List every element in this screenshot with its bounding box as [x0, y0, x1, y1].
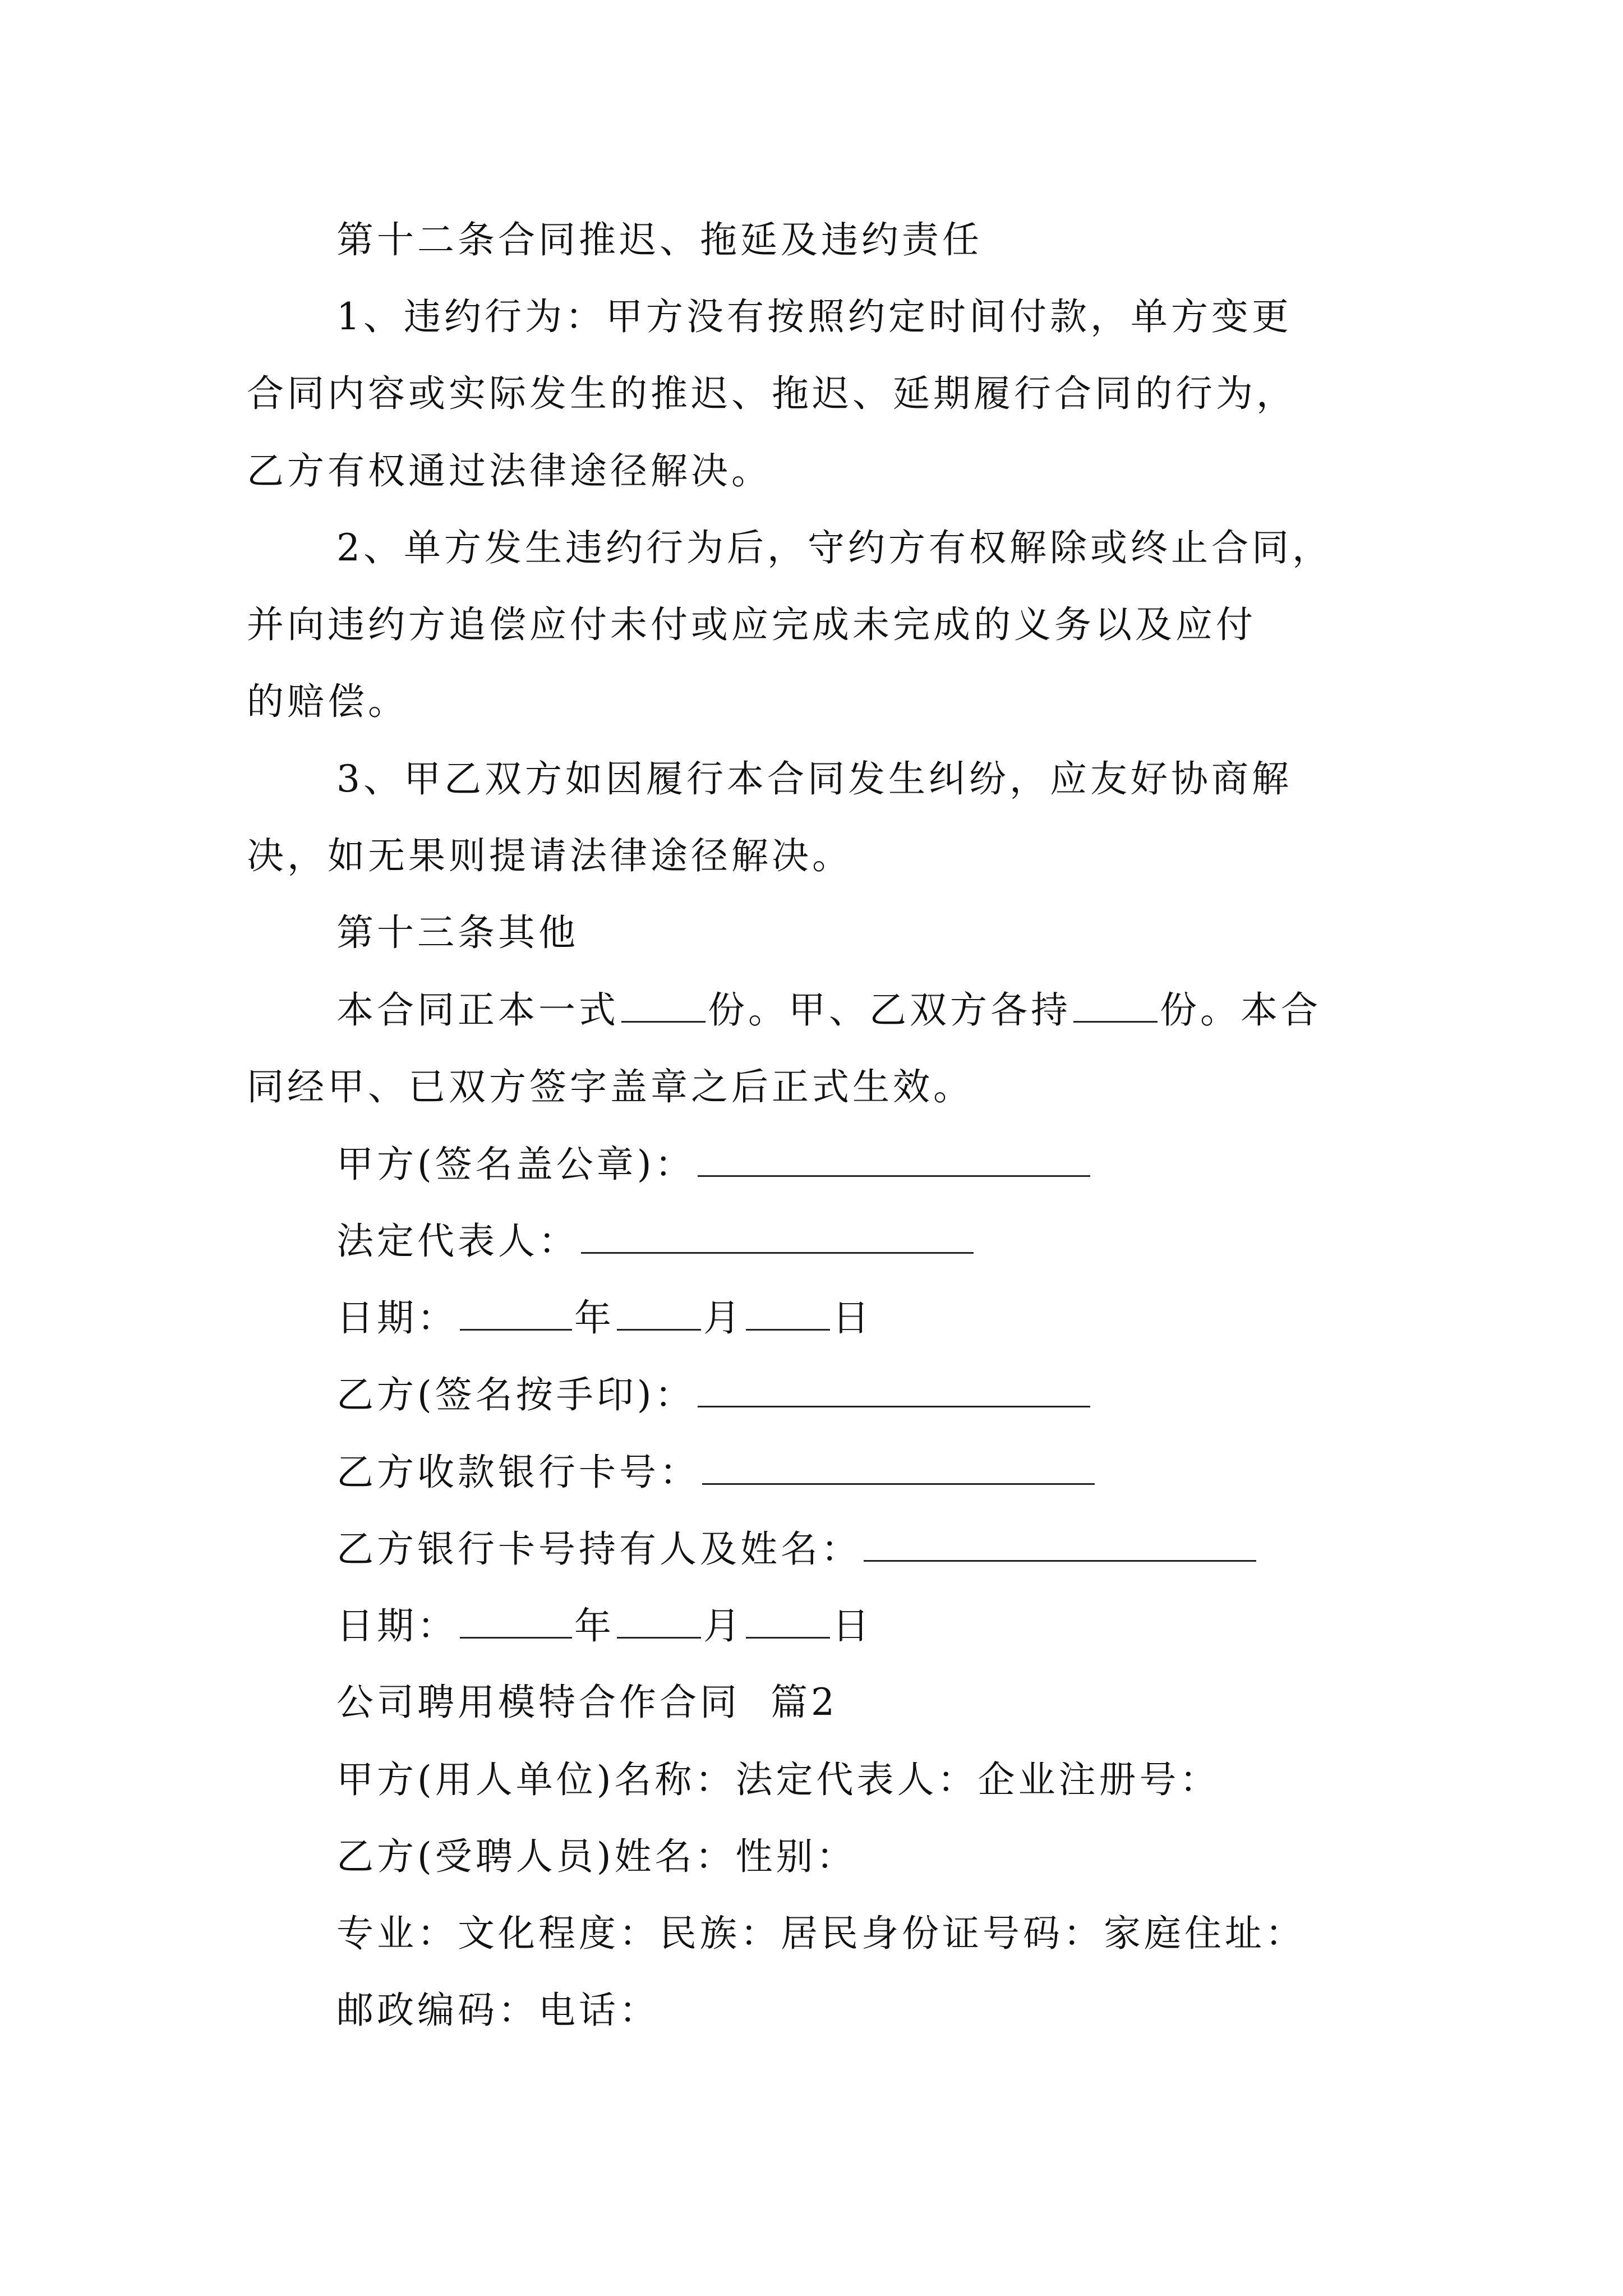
item-1-line-3: 乙方有权通过法律途径解决。 — [247, 449, 772, 493]
party-b-card-blank[interactable] — [702, 1444, 1095, 1485]
party-b-info: 乙方(受聘人员)姓名：性别： — [336, 1835, 857, 1878]
month-blank[interactable] — [617, 1290, 701, 1331]
item-3-line-1: 3、甲乙双方如因履行本合同发生纠纷，应友好协商解 — [336, 757, 1292, 800]
month-label: 月 — [703, 1604, 744, 1648]
party-b-sign-blank[interactable] — [698, 1366, 1090, 1407]
item-2-line-3: 的赔偿。 — [247, 680, 408, 723]
party-b-contact: 邮政编码：电话： — [336, 1989, 660, 2032]
party-b-sign-row — [336, 1366, 1092, 1423]
month-label: 月 — [703, 1296, 744, 1340]
party-b-card-label: 乙方收款银行卡号： — [336, 1451, 700, 1494]
item-2-line-1: 2、单方发生违约行为后，守约方有权解除或终止合同， — [336, 526, 1332, 569]
party-b-card-row — [336, 1444, 1097, 1501]
month-blank[interactable] — [617, 1598, 701, 1639]
copies-total-blank[interactable] — [621, 982, 706, 1023]
legal-rep-label: 法定代表人： — [336, 1220, 579, 1263]
party-b-holder-row — [336, 1521, 1258, 1577]
year-label: 年 — [574, 1604, 615, 1648]
item-1-line-1: 1、违约行为：甲方没有按照约定时间付款，单方变更 — [336, 295, 1292, 338]
date-label: 日期： — [336, 1604, 458, 1648]
date-label: 日期： — [336, 1296, 458, 1340]
legal-rep-row — [336, 1213, 976, 1269]
copies-text-1: 本合同正本一式 — [336, 988, 619, 1032]
party-a-sign-label: 甲方(签名盖公章)： — [336, 1143, 695, 1186]
date-row-1 — [336, 1290, 873, 1346]
date-row-2 — [336, 1598, 873, 1654]
party-a-sign-row — [336, 1136, 1092, 1193]
year-blank[interactable] — [460, 1598, 572, 1639]
day-blank[interactable] — [746, 1290, 830, 1331]
copies-text-2: 份。甲、乙双方各持 — [708, 988, 1071, 1032]
day-blank[interactable] — [746, 1598, 830, 1639]
party-b-holder-label: 乙方银行卡号持有人及姓名： — [336, 1527, 861, 1571]
item-3-line-2: 决，如无果则提请法律途径解决。 — [247, 834, 852, 877]
party-b-detail: 专业：文化程度：民族：居民身份证号码：家庭住址： — [336, 1912, 1306, 1955]
party-a-sign-blank[interactable] — [698, 1136, 1090, 1177]
article-12-heading: 第十二条合同推迟、拖延及违约责任 — [336, 218, 983, 261]
legal-rep-blank[interactable] — [581, 1213, 974, 1254]
item-1-line-2: 合同内容或实际发生的推迟、拖迟、延期履行合同的行为， — [247, 372, 1297, 415]
copies-each-blank[interactable] — [1073, 982, 1158, 1023]
party-a-info: 甲方(用人单位)名称：法定代表人：企业注册号： — [336, 1758, 1220, 1801]
year-label: 年 — [574, 1296, 615, 1340]
party-b-sign-label: 乙方(签名按手印)： — [336, 1373, 695, 1416]
party-b-holder-blank[interactable] — [864, 1521, 1256, 1562]
item-2-line-2: 并向违约方追偿应付未付或应完成未完成的义务以及应付 — [247, 603, 1256, 646]
day-label: 日 — [832, 1296, 873, 1340]
year-blank[interactable] — [460, 1290, 572, 1331]
article-13-heading: 第十三条其他 — [336, 911, 579, 954]
copies-text-3: 份。本合 — [1160, 988, 1321, 1032]
copies-line-2: 同经甲、已双方签字盖章之后正式生效。 — [247, 1065, 974, 1108]
copies-line-1 — [336, 982, 1321, 1038]
day-label: 日 — [832, 1604, 873, 1648]
section-2-title: 公司聘用模特合作合同 篇2 — [336, 1681, 838, 1724]
